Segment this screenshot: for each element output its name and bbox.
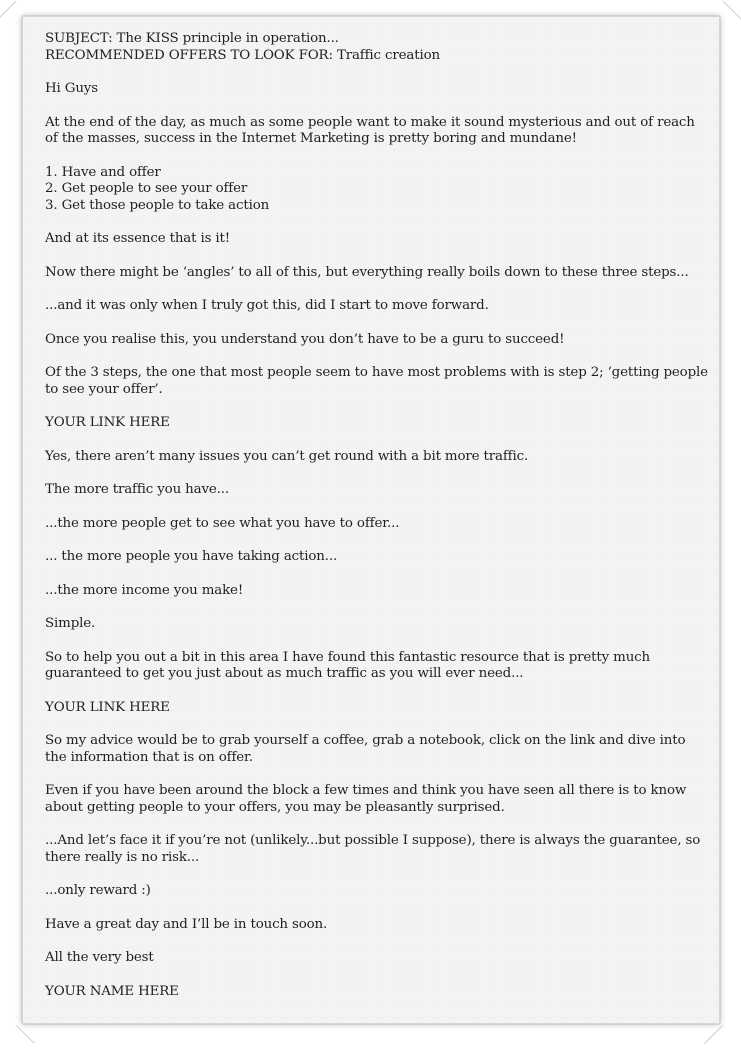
subject-line: SUBJECT: The KISS principle in operation... — [45, 31, 339, 46]
paragraph-traffic-issues: Yes, there aren’t many issues you can’t get round with a bit more traffic. — [45, 448, 529, 464]
paragraph-move-forward: ...and it was only when I truly got this, did I start to move forward. — [45, 298, 489, 313]
paragraph-angles: Now there might be ‘angles’ to all of this, but everything really boils down to these three steps... — [45, 264, 689, 280]
paragraph-best: All the very best — [45, 950, 154, 965]
corner-fold-bottom-left — [0, 1025, 35, 1062]
paragraph-great-day: Have a great day and I’ll be in touch soon. — [45, 916, 328, 932]
paragraph-income: ...the more income you make! — [45, 582, 244, 598]
paragraph-more-people: ...the more people get to see what you have to offer... — [45, 515, 400, 531]
offers-line: RECOMMENDED OFFERS TO LOOK FOR: Traffic creation — [45, 47, 440, 63]
paragraph-intro: At the end of the day, as much as some people want to make it sound mysterious and out of reach of the masses, success in the Internet Marketing is pretty boring and mundane! — [45, 114, 695, 146]
step-item-2: 2. Get people to see your offer — [45, 181, 248, 196]
step-item-1: 1. Have and offer — [45, 164, 161, 180]
greeting: Hi Guys — [45, 81, 98, 96]
paragraph-advice: So my advice would be to grab yourself a coffee, grab a notebook, click on the link and dive into the information that is on offer. — [45, 733, 686, 765]
link-placeholder-2[interactable]: YOUR LINK HERE — [45, 699, 170, 715]
paragraph-simple: Simple. — [45, 616, 96, 631]
header-block — [45, 31, 710, 64]
paragraph-essence: And at its essence that is it! — [45, 231, 231, 246]
paragraph-more-traffic: The more traffic you have... — [45, 482, 229, 497]
link-placeholder-1[interactable]: YOUR LINK HERE — [45, 415, 170, 430]
email-body — [45, 31, 710, 1017]
paragraph-surprised: Even if you have been around the block a few times and think you have seen all there is to know about getting people to your offers, you may be pleasantly surprised. — [45, 783, 687, 815]
paragraph-guru: Once you realise this, you understand you don’t have to be a guru to succeed! — [45, 331, 565, 347]
steps-list — [45, 165, 710, 215]
corner-fold-bottom-right — [704, 1025, 741, 1062]
paragraph-taking-action: ... the more people you have taking action... — [45, 549, 338, 564]
paragraph-step-two: Of the 3 steps, the one that most people seem to have most problems with is step 2; ‘getting people to see your offer’. — [45, 365, 708, 397]
paragraph-guarantee: ...And let’s face it if you’re not (unlikely...but possible I suppose), there is always the guarantee, so there really is no risk... — [45, 833, 701, 865]
signature: YOUR NAME HERE — [45, 983, 179, 999]
paragraph-resource: So to help you out a bit in this area I have found this fantastic resource that is pretty much guaranteed to get you just about as much traffic as you will ever need... — [45, 649, 651, 681]
paragraph-reward: ...only reward :) — [45, 883, 151, 898]
step-item-3: 3. Get those people to take action — [45, 197, 270, 213]
